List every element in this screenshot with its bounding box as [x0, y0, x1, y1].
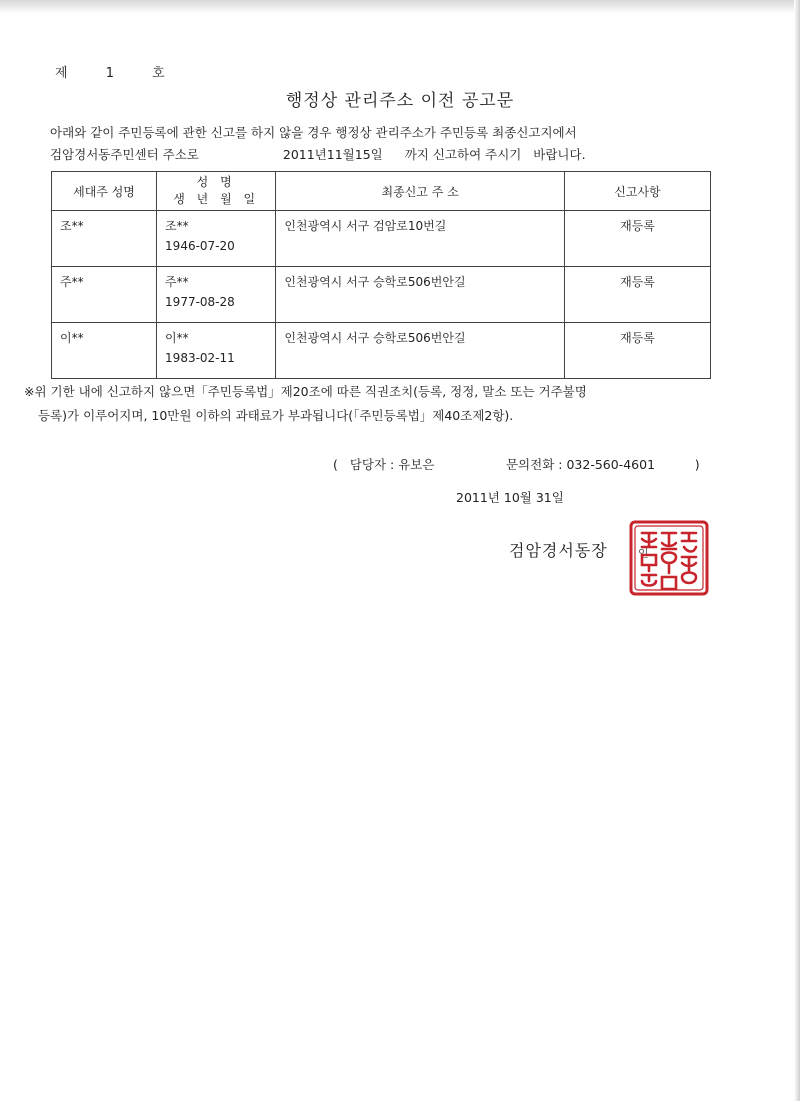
table-header-row: [52, 172, 711, 211]
page-title: 행정상 관리주소 이전 공고문: [285, 91, 515, 111]
number-suffix: 호: [152, 66, 167, 81]
official-seal-icon: [628, 519, 710, 597]
scan-edge-right: [794, 0, 800, 1101]
table-row: [52, 323, 711, 379]
document-number: [55, 62, 167, 81]
contact-close-paren: ): [694, 457, 700, 472]
issue-date: 2011년 10월 31일: [456, 490, 564, 505]
cell-birth: 1946-07-20: [165, 239, 235, 253]
cell-name: 주**: [165, 275, 189, 289]
intro-line-1: 아래와 같이 주민등록에 관한 신고를 하지 않을 경우 행정상 관리주소가 주민등록 최종신고지에서: [50, 125, 577, 140]
number-value: 1: [105, 66, 116, 81]
cell-householder: 조**: [52, 211, 157, 267]
header-householder: 세대주 성명: [52, 172, 157, 211]
table-row: [52, 211, 711, 267]
signer-title: 검암경서동장: [509, 541, 608, 560]
cell-name: 조**: [165, 219, 189, 233]
contact-info: [333, 455, 700, 473]
header-name-line: 성 명: [196, 175, 236, 189]
signer-seal-mark: 인: [638, 547, 649, 560]
records-table: [51, 171, 711, 379]
cell-address: 인천광역시 서구 승학로506번안길: [276, 267, 565, 323]
header-address: 최종신고 주 소: [276, 172, 565, 211]
intro-line-2-prefix: 검암경서동주민센터 주소로: [50, 147, 199, 162]
intro-line-2-suffix: 까지 신고하여 주시기 바랍니다.: [404, 147, 586, 162]
cell-name-birth: [157, 267, 276, 323]
deadline-date: 2011년11월15일: [282, 147, 383, 162]
contact-open-paren: (: [333, 457, 338, 472]
header-name-birth: [157, 172, 276, 211]
legal-notice: [24, 380, 724, 428]
cell-report: 재등록: [564, 211, 710, 267]
number-prefix: 제: [55, 66, 70, 81]
cell-report: 재등록: [564, 323, 710, 379]
cell-householder: 이**: [52, 323, 157, 379]
cell-report: 재등록: [564, 267, 710, 323]
phone-label: 문의전화 :: [505, 457, 563, 472]
cell-name-birth: [157, 323, 276, 379]
cell-birth: 1983-02-11: [165, 351, 235, 365]
intro-line-2: [50, 144, 586, 166]
cell-birth: 1977-08-28: [165, 295, 235, 309]
intro-text: [50, 122, 586, 166]
table-row: [52, 267, 711, 323]
cell-address: 인천광역시 서구 승학로506번안길: [276, 323, 565, 379]
manager-label: 담당자 :: [349, 457, 395, 472]
cell-householder: 주**: [52, 267, 157, 323]
manager-name: 유보은: [398, 457, 435, 472]
notice-line-1: ※위 기한 내에 신고하지 않으면「주민등록법」제20조에 따른 직권조치(등록, 정정, 말소 또는 거주불명: [24, 384, 587, 399]
cell-address: 인천광역시 서구 검암로10번길: [276, 211, 565, 267]
cell-name-birth: [157, 211, 276, 267]
phone-number: 032-560-4601: [566, 457, 656, 472]
header-report: 신고사항: [564, 172, 710, 211]
header-birth-line: 생 년 월 일: [173, 192, 260, 206]
scan-edge-top: [0, 0, 800, 14]
cell-name: 이**: [165, 331, 189, 345]
notice-line-2: 등록)가 이루어지며, 10만원 이하의 과태료가 부과됩니다(「주민등록법」제40조제2항).: [38, 408, 514, 423]
